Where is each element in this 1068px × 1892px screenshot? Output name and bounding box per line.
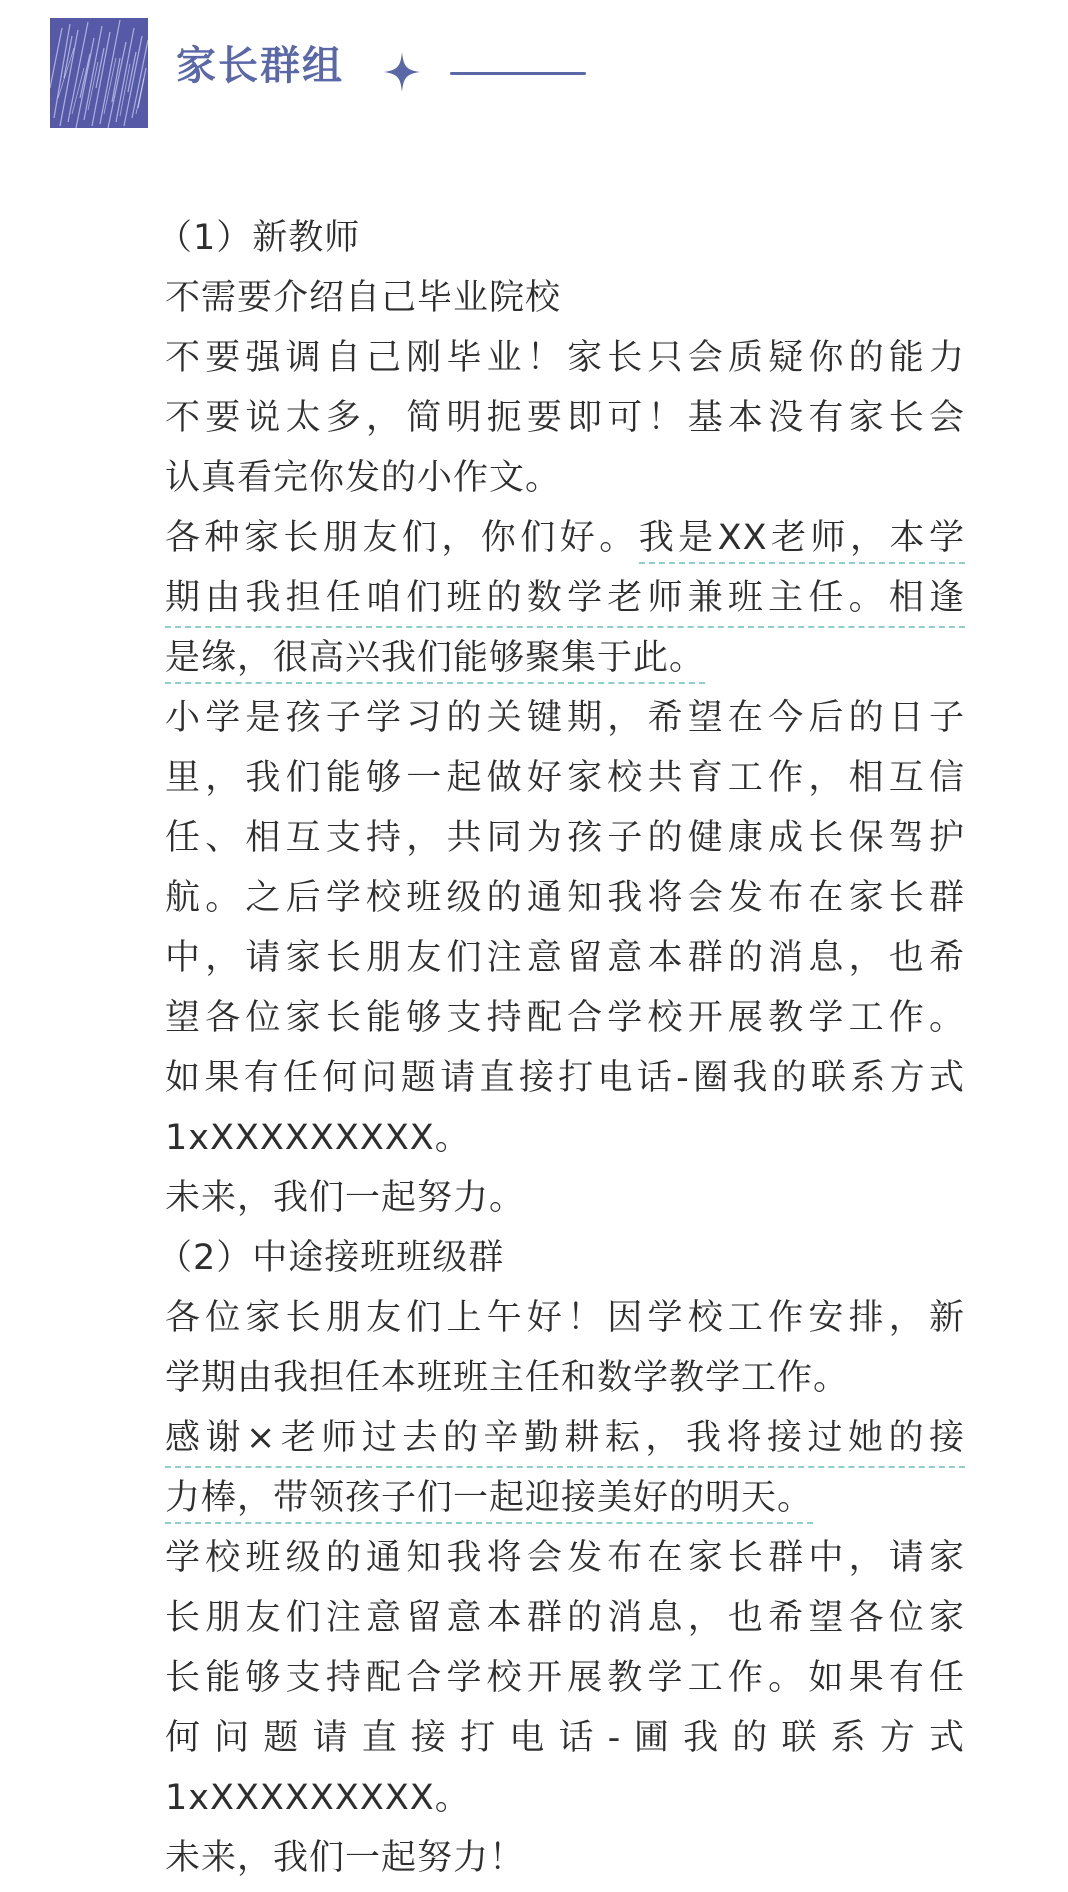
text-line (165, 1468, 965, 1528)
text-line: 1xXXXXXXXXX。 (165, 1118, 471, 1158)
text-line (165, 568, 965, 628)
text-line: 认真看完你发的小作文。 (165, 458, 562, 498)
text-line: 不需要介绍自己毕业院校 (165, 278, 562, 318)
highlighted-text: 感谢×老师过去的辛勤耕耘，我将接过她的接 (165, 1414, 965, 1468)
text-line: 望各位家长能够支持配合学校开展教学工作。 (165, 998, 965, 1038)
header (50, 18, 750, 128)
text-line (165, 508, 965, 568)
highlighted-text: 期由我担任咱们班的数学老师兼班主任。相逢 (165, 574, 965, 628)
text-segment: 各种家长朋友们，你们好。 (165, 518, 639, 558)
page-title: 家长群组 (176, 43, 344, 89)
decorative-swatch-image (50, 18, 148, 128)
text-line: 1xXXXXXXXXX。 (165, 1778, 471, 1818)
highlighted-text: 力棒，带领孩子们一起迎接美好的明天。 (165, 1478, 813, 1524)
text-line: 小学是孩子学习的关键期，希望在今后的日子 (165, 698, 965, 738)
text-line (165, 1408, 965, 1468)
text-line: 长能够支持配合学校开展教学工作。如果有任 (165, 1658, 965, 1698)
text-line: 里，我们能够一起做好家校共育工作，相互信 (165, 758, 965, 798)
highlighted-text: 是缘，很高兴我们能够聚集于此。 (165, 638, 705, 684)
text-line: 各位家长朋友们上午好！因学校工作安排，新 (165, 1298, 965, 1338)
text-line: 航。之后学校班级的通知我将会发布在家长群 (165, 878, 965, 918)
text-line: 长朋友们注意留意本群的消息，也希望各位家 (165, 1598, 965, 1638)
text-line: 不要强调自己刚毕业！家长只会质疑你的能力 (165, 338, 965, 378)
section-heading: （1）新教师 (157, 218, 361, 258)
section-heading: （2）中途接班班级群 (157, 1238, 505, 1278)
text-line (165, 628, 965, 688)
text-line: 未来，我们一起努力！ (165, 1838, 526, 1878)
text-line: 未来，我们一起努力。 (165, 1178, 526, 1218)
text-line: 学期由我担任本班班主任和数学教学工作。 (165, 1358, 850, 1398)
title-divider-line (450, 72, 586, 75)
sparkle-icon (384, 52, 420, 92)
text-line: 任、相互支持，共同为孩子的健康成长保驾护 (165, 818, 965, 858)
text-line: 中，请家长朋友们注意留意本群的消息，也希 (165, 938, 965, 978)
highlighted-text: 我是XX老师，本学 (639, 518, 965, 564)
text-line: 如果有任何问题请直接打电话-圈我的联系方式 (165, 1058, 965, 1098)
article-body (157, 208, 965, 1888)
text-line: 何 问 题 请 直 接 打 电 话 - 圃 我 的 联 系 方 式 (165, 1718, 965, 1758)
text-line: 学校班级的通知我将会发布在家长群中，请家 (165, 1538, 965, 1578)
text-line: 不要说太多，简明扼要即可！基本没有家长会 (165, 398, 965, 438)
